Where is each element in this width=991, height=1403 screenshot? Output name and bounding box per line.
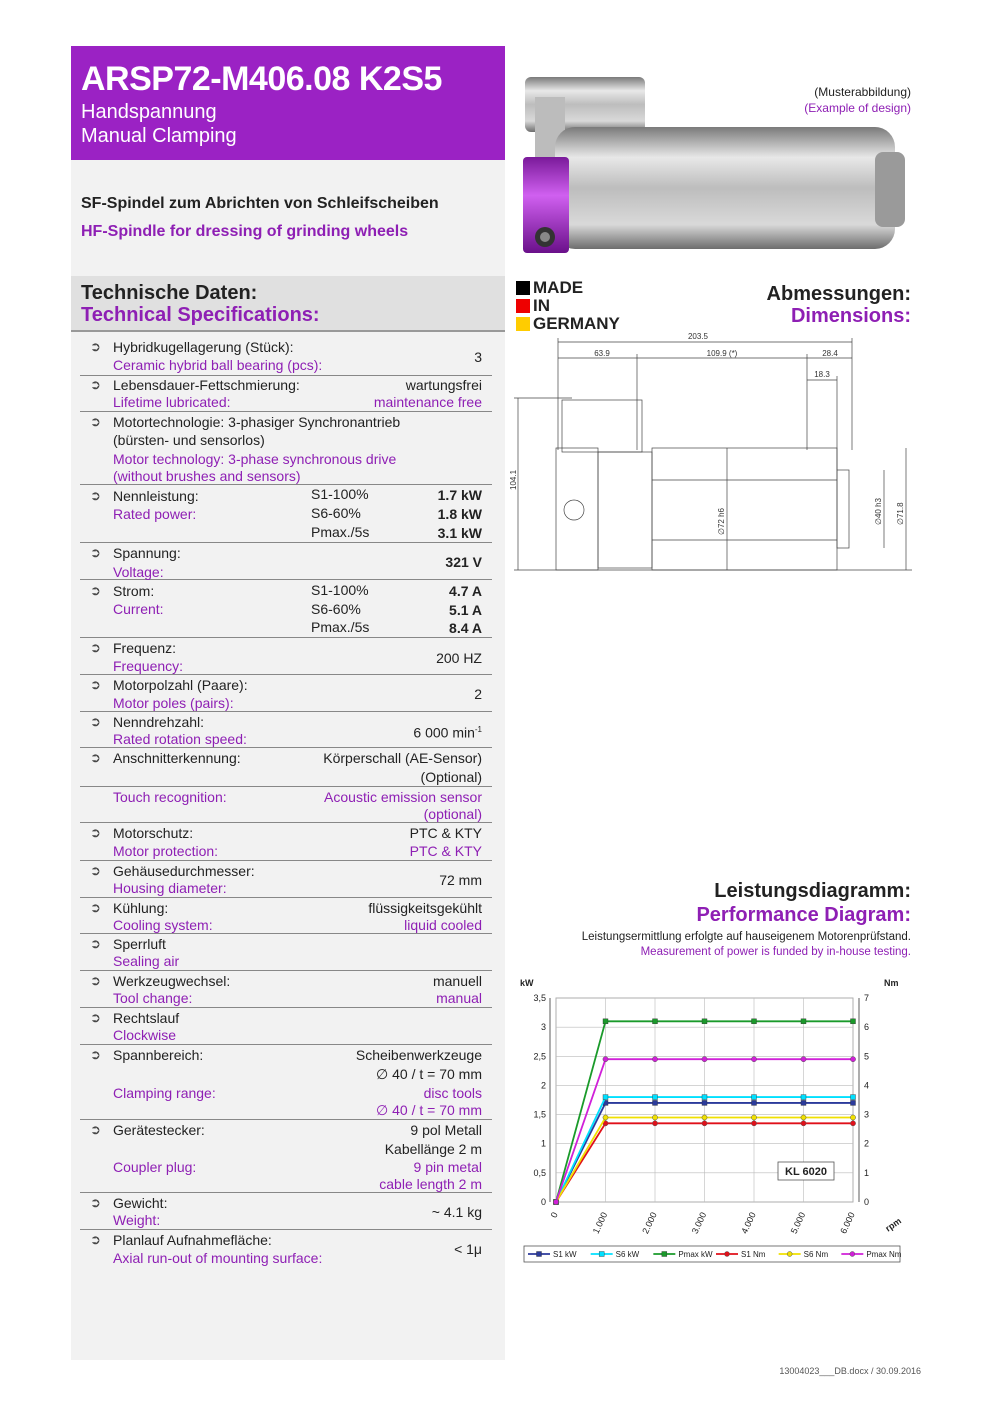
data-point — [801, 1121, 806, 1126]
legend-entry: S6 Nm — [803, 1250, 829, 1259]
svg-text:63.9: 63.9 — [594, 349, 610, 358]
chart-legend — [524, 1246, 902, 1262]
y-tick-left: 0 — [540, 1197, 546, 1207]
specs-heading-en: Technical Specifications: — [81, 304, 320, 326]
bullet-arrow-icon: ➲ — [90, 1195, 101, 1210]
subtitle-en: Manual Clamping — [81, 125, 237, 147]
title-band — [71, 46, 505, 160]
data-point — [752, 1100, 757, 1105]
svg-text:∅71.8: ∅71.8 — [896, 502, 905, 525]
y-tick-right: 0 — [864, 1197, 870, 1207]
data-point — [702, 1100, 707, 1105]
bullet-arrow-icon: ➲ — [90, 1047, 101, 1062]
flag-black — [516, 281, 530, 295]
spec-touch-en: Touch recognition: Acoustic emission sensor (optional) — [80, 788, 492, 823]
spec-sealing: ➲ Sperrluft Sealing air — [80, 935, 492, 971]
data-point — [603, 1057, 608, 1062]
legend-entry: S1 Nm — [741, 1250, 766, 1259]
y-tick-left: 3 — [540, 1022, 546, 1033]
svg-text:∅72 h6: ∅72 h6 — [717, 508, 726, 535]
data-point — [702, 1121, 707, 1126]
legend-marker — [537, 1252, 542, 1257]
data-point — [652, 1121, 657, 1126]
spec-housing: ➲ Gehäusedurchmesser: Housing diameter: 72 mm — [80, 862, 492, 898]
y-tick-right: 7 — [864, 993, 870, 1003]
data-point — [702, 1095, 707, 1100]
flag-red — [516, 299, 530, 313]
data-point — [801, 1019, 806, 1024]
bullet-arrow-icon: ➲ — [90, 825, 101, 840]
y-tick-right: 3 — [864, 1109, 870, 1120]
y-axis-label-right: Nm — [884, 978, 899, 988]
performance-note: Leistungsermittlung erfolgte auf hauseigenem Motorenprüfstand. Measurement of power is funded by in-house testing. — [581, 931, 911, 958]
spec-poles: ➲ Motorpolzahl (Paare): Motor poles (pairs): 2 — [80, 676, 492, 712]
model-title: ARSP72-M406.08 K2S5 — [81, 60, 442, 98]
svg-text:18.3: 18.3 — [814, 370, 830, 379]
bullet-arrow-icon: ➲ — [90, 1010, 101, 1025]
bullet-arrow-icon: ➲ — [90, 900, 101, 915]
y-tick-right: 2 — [864, 1138, 870, 1149]
y-tick-left: 3,5 — [533, 993, 546, 1003]
svg-text:28.4: 28.4 — [822, 349, 838, 358]
spec-touch-de: ➲ Anschnitterkennung: Körperschall (AE-Sensor) (Optional) — [80, 749, 492, 787]
performance-heading: Leistungsdiagramm: Performance Diagram: — [696, 880, 911, 926]
legend-marker — [787, 1252, 792, 1257]
y-tick-right: 1 — [864, 1167, 870, 1178]
spec-cooling: ➲ Kühlung: Cooling system: flüssigkeitsgekühlt liquid cooled — [80, 899, 492, 934]
legend-marker — [850, 1252, 855, 1257]
data-point — [553, 1199, 558, 1204]
y-tick-left: 2,5 — [533, 1051, 546, 1062]
data-point — [751, 1057, 756, 1062]
data-point — [653, 1095, 658, 1100]
data-point — [851, 1100, 856, 1105]
legend-marker — [599, 1252, 604, 1257]
data-point — [801, 1100, 806, 1105]
data-point — [850, 1057, 855, 1062]
legend-entry: S6 kW — [615, 1250, 640, 1259]
legend-entry: Pmax Nm — [866, 1250, 902, 1259]
data-point — [752, 1019, 757, 1024]
legend-entry: Pmax kW — [678, 1250, 713, 1259]
bullet-arrow-icon: ➲ — [90, 414, 101, 429]
bullet-arrow-icon: ➲ — [90, 545, 101, 560]
data-point — [652, 1115, 657, 1120]
y-tick-left: 0,5 — [533, 1167, 546, 1178]
dimension-drawing — [509, 330, 912, 574]
intro-en: HF-Spindle for dressing of grinding wheels — [81, 223, 409, 240]
legend-entry: S1 kW — [553, 1250, 577, 1259]
spec-runout: ➲ Planlauf Aufnahmefläche: Axial run-out of mounting surface: < 1μ — [90, 1232, 482, 1266]
dimensions-heading: Abmessungen: Dimensions: — [766, 283, 911, 327]
data-point — [702, 1115, 707, 1120]
x-tick: 1.000 — [590, 1210, 610, 1236]
bullet-arrow-icon: ➲ — [90, 714, 101, 729]
data-point — [653, 1019, 658, 1024]
spec-lubrication: ➲ Lebensdauer-Fettschmierung: Lifetime lubricated: wartungsfrei maintenance free — [80, 376, 492, 412]
intro-de: SF-Spindel zum Abrichten von Schleifscheiben — [81, 195, 439, 212]
specs-heading-de: Technische Daten: — [81, 282, 258, 304]
footer-docref: 13004023___DB.docx / 30.09.2016 — [779, 1366, 921, 1376]
svg-text:109.9 (*): 109.9 (*) — [706, 349, 738, 358]
bullet-arrow-icon: ➲ — [90, 677, 101, 692]
spec-bearing: ➲ Hybridkugellagerung (Stück): Ceramic hybrid ball bearing (pcs): 3 — [80, 338, 492, 376]
data-point — [752, 1095, 757, 1100]
data-point — [603, 1095, 608, 1100]
data-point — [801, 1057, 806, 1062]
data-point — [801, 1095, 806, 1100]
data-point — [850, 1115, 855, 1120]
legend-marker — [662, 1252, 667, 1257]
bullet-arrow-icon: ➲ — [90, 583, 101, 598]
y-axis-label-left: kW — [520, 978, 534, 988]
spec-current: ➲ Strom: Current: S1-100% S6-60% Pmax./5s 4.7 A 5.1 A 8.4 A — [80, 581, 492, 638]
spec-motor: ➲ Motortechnologie: 3-phasiger Synchronantrieb (bürsten- und sensorlos) Motor technology: 3-phase synchronous drive (without brushes and sensors) — [80, 413, 492, 485]
x-tick: 2.000 — [640, 1210, 659, 1236]
spec-clamping: ➲ Spannbereich: Clamping range: Scheibenwerkzeuge ∅ 40 / t = 70 mm disc tools ∅ 40 / t = 70 mm — [80, 1046, 492, 1120]
flag-gold — [516, 317, 530, 331]
spec-protection: ➲ Motorschutz: Motor protection: PTC & KTY PTC & KTY — [80, 824, 492, 861]
data-point — [751, 1115, 756, 1120]
spec-voltage: ➲ Spannung: Voltage: 321 V — [80, 544, 492, 580]
y-tick-left: 1,5 — [533, 1109, 546, 1120]
bullet-arrow-icon: ➲ — [90, 339, 101, 354]
data-point — [850, 1121, 855, 1126]
legend-marker — [725, 1252, 730, 1257]
data-point — [702, 1019, 707, 1024]
bullet-arrow-icon: ➲ — [90, 936, 101, 951]
y-tick-right: 5 — [864, 1051, 870, 1062]
performance-chart — [512, 970, 910, 1272]
x-tick: 4.000 — [739, 1210, 758, 1236]
bullet-arrow-icon: ➲ — [90, 640, 101, 655]
data-point — [653, 1100, 658, 1105]
y-tick-left: 1 — [540, 1138, 546, 1149]
bullet-arrow-icon: ➲ — [90, 863, 101, 878]
bullet-arrow-icon: ➲ — [90, 488, 101, 503]
intro — [81, 193, 501, 243]
made-in-germany-logo: MADE IN GERMANY — [516, 279, 620, 333]
bullet-arrow-icon: ➲ — [90, 1232, 101, 1247]
image-note: (Musterabbildung) (Example of design) — [804, 85, 911, 115]
annotation-label: KL 6020 — [785, 1166, 827, 1178]
x-axis-label: rpm — [883, 1215, 904, 1234]
data-point — [801, 1115, 806, 1120]
data-point — [652, 1057, 657, 1062]
x-tick: 3.000 — [689, 1210, 709, 1236]
svg-text:∅40 h3: ∅40 h3 — [874, 498, 883, 525]
data-point — [851, 1095, 856, 1100]
spec-tool-change: ➲ Werkzeugwechsel: Tool change: manuell manual — [80, 972, 492, 1008]
x-tick: 0 — [548, 1210, 560, 1220]
data-point — [751, 1121, 756, 1126]
spec-rotation: ➲ Rechtslauf Clockwise — [80, 1009, 492, 1045]
x-tick: 6.000 — [838, 1210, 857, 1236]
spec-weight: ➲ Gewicht: Weight: ~ 4.1 kg — [80, 1194, 492, 1230]
spec-speed: ➲ Nenndrehzahl: Rated rotation speed: 6 000 $\min^{-1}$ — [80, 713, 492, 748]
x-tick: 5.000 — [788, 1210, 808, 1236]
y-tick-left: 2 — [540, 1080, 546, 1091]
spec-plug: ➲ Gerätestecker: Coupler plug: 9 pol Metall Kabellänge 2 m 9 pin metal cable length 2 m — [80, 1121, 492, 1193]
svg-text:203.5: 203.5 — [687, 332, 709, 341]
data-point — [603, 1115, 608, 1120]
spec-frequency: ➲ Frequenz: Frequency: 200 HZ — [80, 639, 492, 675]
y-tick-right: 6 — [864, 1022, 870, 1033]
bullet-arrow-icon: ➲ — [90, 1122, 101, 1137]
bullet-arrow-icon: ➲ — [90, 973, 101, 988]
y-tick-right: 4 — [864, 1080, 870, 1091]
bullet-arrow-icon: ➲ — [90, 750, 101, 765]
data-point — [851, 1019, 856, 1024]
bullet-arrow-icon: ➲ — [90, 377, 101, 392]
data-point — [702, 1057, 707, 1062]
subtitle-de: Handspannung — [81, 101, 217, 123]
specs-heading — [71, 276, 505, 332]
spec-power: ➲ Nennleistung: Rated power: S1-100% S6-60% Pmax./5s 1.7 kW 1.8 kW 3.1 kW — [80, 485, 492, 543]
svg-text:104.1: 104.1 — [509, 469, 518, 490]
data-point — [603, 1019, 608, 1024]
